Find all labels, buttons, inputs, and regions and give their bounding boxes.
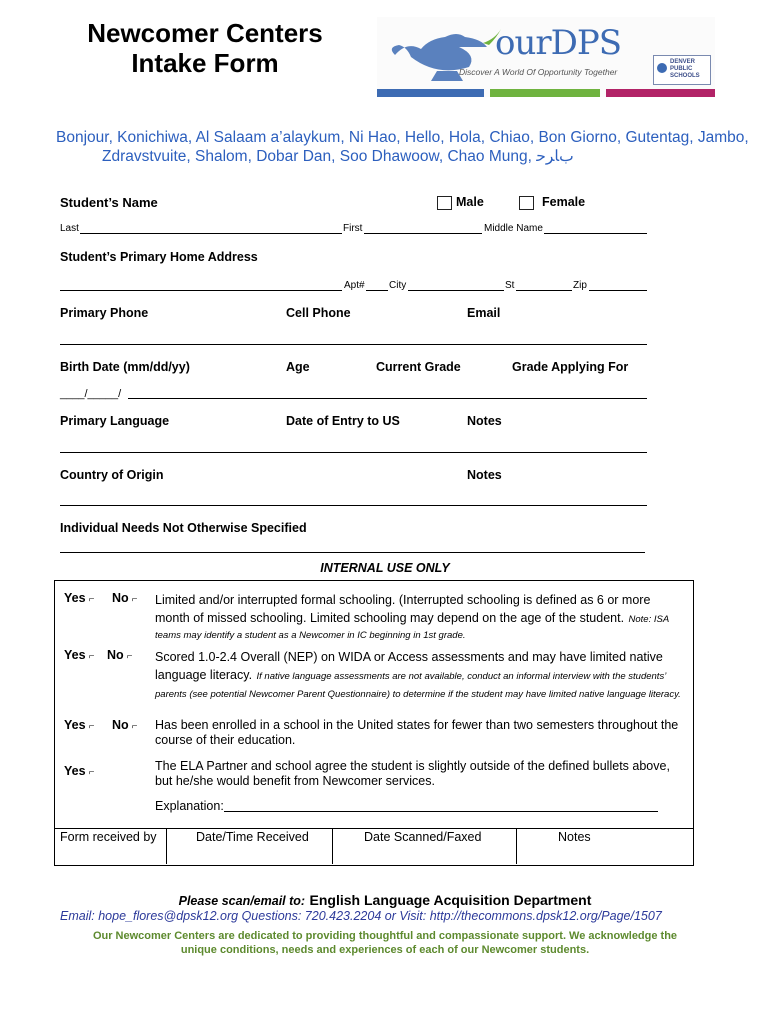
commons-url-link[interactable]: http://thecommons.dpsk12.org/Page/1507 xyxy=(429,909,662,923)
logo-bar-green xyxy=(490,89,600,97)
origin-row-field[interactable] xyxy=(60,505,647,506)
ourdps-logo xyxy=(377,17,715,97)
origin-notes-label: Notes xyxy=(467,468,502,482)
birth-date-slots: ____/_____/ xyxy=(60,388,122,400)
scan-instructions: Please scan/email to: English Language Acquisition Department xyxy=(178,892,592,908)
email-label: Email xyxy=(467,306,501,320)
individual-needs-label: Individual Needs Not Otherwise Specified xyxy=(60,521,307,535)
middle-name-label: Middle Name xyxy=(484,223,543,234)
form-received-by-header: Form received by xyxy=(60,830,157,844)
checkbox-mark-icon: ⌐ xyxy=(131,721,138,732)
city-label: City xyxy=(389,280,407,291)
address-label: Student’s Primary Home Address xyxy=(60,250,258,264)
logo-bar-blue xyxy=(377,89,484,97)
criterion-2-yes[interactable]: Yes ⌐ xyxy=(64,648,95,662)
primary-language-label: Primary Language xyxy=(60,414,170,428)
table-divider xyxy=(516,828,517,864)
checkbox-mark-icon: ⌐ xyxy=(88,721,95,732)
zip-label: Zip xyxy=(573,280,587,291)
current-grade-label: Current Grade xyxy=(376,360,461,374)
criterion-3-yes[interactable]: Yes ⌐ xyxy=(64,718,95,732)
checkbox-mark-icon: ⌐ xyxy=(88,767,95,778)
apt-label: Apt# xyxy=(344,280,365,291)
grade-applying-label: Grade Applying For xyxy=(512,360,629,374)
date-of-entry-label: Date of Entry to US xyxy=(286,414,400,428)
male-checkbox[interactable] xyxy=(437,196,452,210)
criterion-4: The ELA Partner and school agree the student is slightly outside of the defined bullets above, but he/she would benefit from Newcomer services. xyxy=(155,759,670,788)
internal-use-heading: INTERNAL USE ONLY xyxy=(320,561,450,575)
page-title: Newcomer Centers Intake Form xyxy=(87,18,323,78)
individual-needs-field[interactable] xyxy=(60,552,645,553)
phone-email-field[interactable] xyxy=(60,344,647,345)
date-time-received-header: Date/Time Received xyxy=(196,830,309,844)
criterion-1-yes[interactable]: Yes ⌐ xyxy=(64,591,95,605)
female-option[interactable]: Female xyxy=(519,195,585,210)
mission-statement: Our Newcomer Centers are dedicated to providing thoughtful and compassionate support. We acknowledge the unique conditions, needs and experiences of each of our Newcomer students. xyxy=(92,930,678,956)
student-name-label: Student’s Name xyxy=(60,195,158,210)
last-name-field[interactable] xyxy=(80,233,342,234)
logo-bar-magenta xyxy=(606,89,715,97)
checkbox-mark-icon: ⌐ xyxy=(88,594,95,605)
apt-field[interactable] xyxy=(366,290,388,291)
first-name-label: First xyxy=(343,223,363,234)
first-name-field[interactable] xyxy=(364,233,482,234)
table-divider xyxy=(332,828,333,864)
dps-district-logo: DENVER PUBLIC SCHOOLS xyxy=(653,55,711,85)
criterion-2-no[interactable]: No ⌐ xyxy=(107,648,133,662)
birth-date-label: Birth Date (mm/dd/yy) xyxy=(60,360,190,374)
criterion-3: Has been enrolled in a school in the United states for fewer than two semesters throughout the course of their education. xyxy=(155,718,679,747)
explanation-label: Explanation: xyxy=(155,799,224,813)
checkbox-mark-icon: ⌐ xyxy=(88,651,95,662)
explanation-field[interactable] xyxy=(224,811,658,812)
multilingual-greeting: Bonjour, Konichiwa, Al Salaam a’alaykum, Ni Hao, Hello, Hola, Chiao, Bon Giorno, Gutentag, Jambo, Zdravstvuite, Shalom, Dobar Dan, Soo Dhawoow, Chao Mung, ﺏﺎﺮﺣ xyxy=(56,129,749,165)
middle-name-field[interactable] xyxy=(544,233,647,234)
zip-field[interactable] xyxy=(589,290,647,291)
city-field[interactable] xyxy=(408,290,504,291)
female-checkbox[interactable] xyxy=(519,196,534,210)
criterion-2: Scored 1.0-2.4 Overall (NEP) on WIDA or Access assessments and may have limited native language literacy. If native language assessments are not available, conduct an informal interview with the students’ parents (see potential Newcomer Parent Questionnaire) to determine if the student may have limited native language literacy. xyxy=(155,650,681,700)
date-scanned-faxed-header: Date Scanned/Faxed xyxy=(364,830,482,844)
language-notes-label: Notes xyxy=(467,414,502,428)
logo-tagline: Discover A World Of Opportunity Together xyxy=(459,67,618,77)
country-of-origin-label: Country of Origin xyxy=(60,468,164,482)
table-notes-header: Notes xyxy=(558,830,591,844)
birth-row-field[interactable] xyxy=(128,398,647,399)
street-field[interactable] xyxy=(60,290,342,291)
criterion-1-no[interactable]: No ⌐ xyxy=(112,591,138,605)
checkbox-mark-icon: ⌐ xyxy=(131,594,138,605)
male-option[interactable]: Male xyxy=(437,195,484,210)
primary-phone-label: Primary Phone xyxy=(60,306,149,320)
table-divider xyxy=(166,828,167,864)
state-label: St xyxy=(505,280,515,291)
checkbox-mark-icon: ⌐ xyxy=(126,651,133,662)
criterion-4-yes[interactable]: Yes ⌐ xyxy=(64,764,95,778)
language-row-field[interactable] xyxy=(60,452,647,453)
email-link[interactable]: hope_flores@dpsk12.org xyxy=(98,909,239,923)
table-top-border xyxy=(54,828,694,829)
criterion-1: Limited and/or interrupted formal schooling. (Interrupted schooling is defined as 6 or more month of missed schooling. Limited schooling may depend on the age of the student. Note: ISA teams may identify a student as a Newcomer in IC beginning in 1st grade. xyxy=(155,593,670,641)
criterion-3-no[interactable]: No ⌐ xyxy=(112,718,138,732)
ourdps-brand: ourDPS xyxy=(495,23,622,63)
contact-line: Email: hope_flores@dpsk12.org Questions: 720.423.2204 or Visit: http://thecommons.dpsk12.org/Page/1507 xyxy=(60,909,662,923)
cell-phone-label: Cell Phone xyxy=(286,306,351,320)
state-field[interactable] xyxy=(516,290,572,291)
age-label: Age xyxy=(286,360,310,374)
last-name-label: Last xyxy=(60,223,79,234)
